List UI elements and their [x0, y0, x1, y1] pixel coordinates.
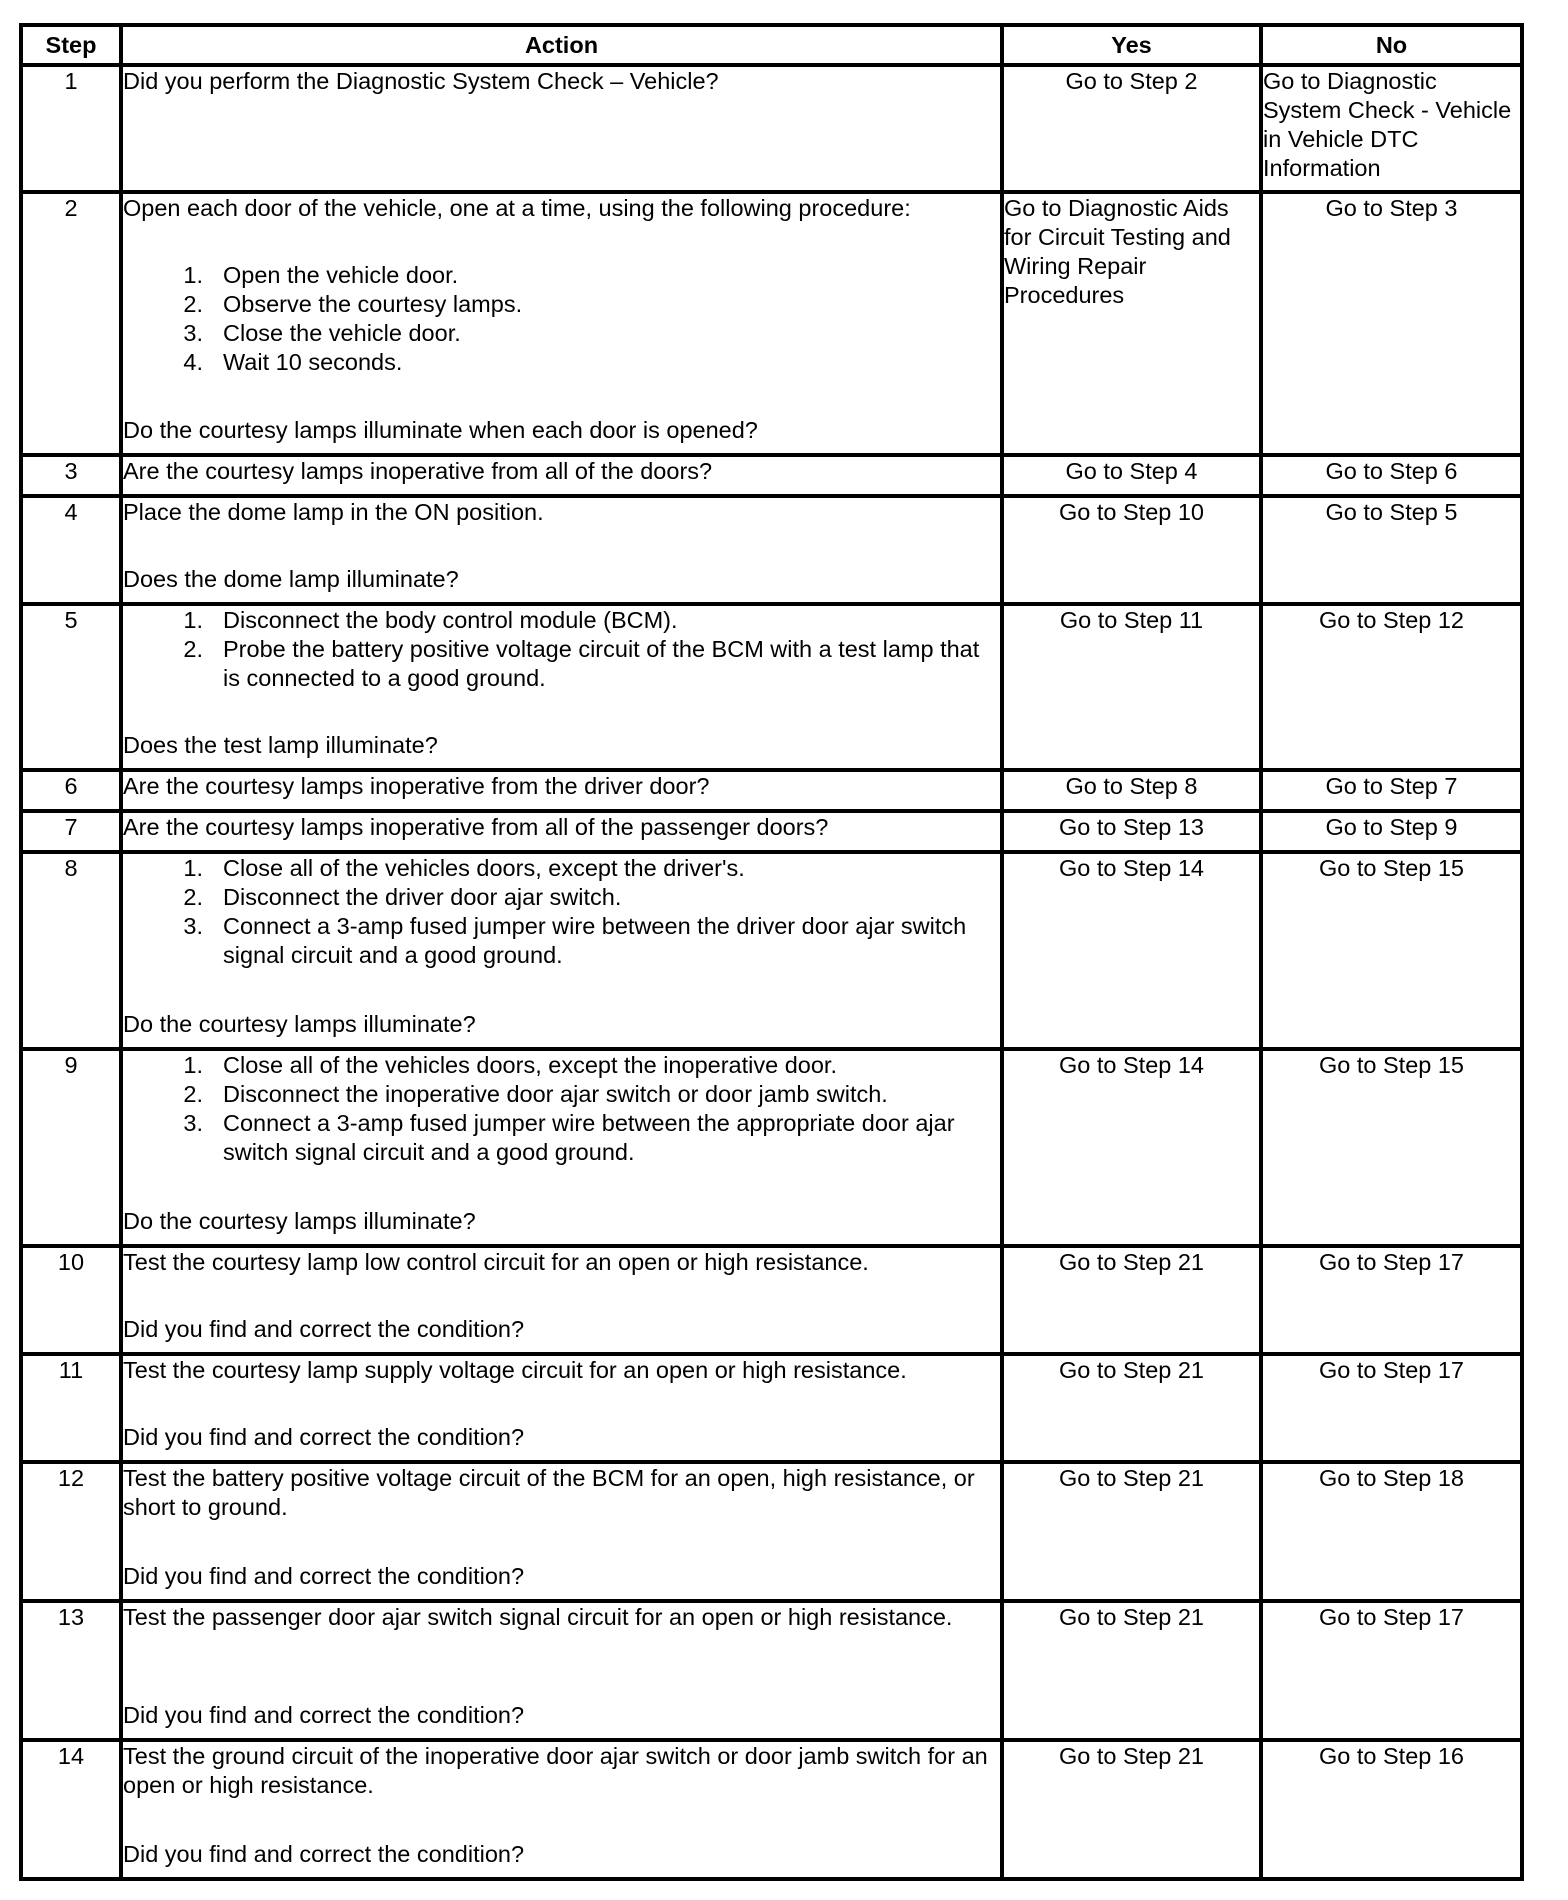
no-result: Go to Step 15 — [1261, 1049, 1522, 1246]
procedure-list — [123, 606, 1000, 693]
no-result: Go to Step 15 — [1261, 852, 1522, 1049]
no-result: Go to Step 6 — [1261, 455, 1522, 496]
list-item — [123, 290, 1000, 319]
action-cell — [121, 192, 1002, 455]
no-result: Go to Step 16 — [1261, 1740, 1522, 1879]
header-no: No — [1261, 25, 1522, 65]
yes-result: Go to Step 13 — [1002, 811, 1261, 852]
list-item — [123, 261, 1000, 290]
step-number: 7 — [21, 811, 121, 852]
yes-result: Go to Step 2 — [1002, 65, 1261, 192]
list-item — [123, 1051, 1000, 1080]
table-row — [21, 65, 1522, 192]
list-item — [123, 912, 1000, 970]
list-item — [123, 854, 1000, 883]
action-question: Do the courtesy lamps illuminate when each door is opened? — [123, 417, 758, 443]
list-item — [123, 883, 1000, 912]
list-item-text: Connect a 3-amp fused jumper wire between the appropriate door ajar switch signal circuit and a good ground. — [223, 1110, 955, 1165]
action-cell — [121, 852, 1002, 1049]
action-cell — [121, 496, 1002, 604]
yes-result: Go to Step 14 — [1002, 852, 1261, 1049]
list-item-number: 2. — [183, 884, 203, 910]
yes-result: Go to Step 21 — [1002, 1740, 1261, 1879]
list-item-number: 1. — [183, 855, 203, 881]
action-text: Are the courtesy lamps inoperative from the driver door? — [123, 773, 710, 799]
action-text: Open each door of the vehicle, one at a time, using the following procedure: — [123, 195, 911, 221]
table-row — [21, 1740, 1522, 1879]
procedure-list — [123, 261, 1000, 377]
list-item — [123, 1109, 1000, 1167]
yes-result: Go to Step 21 — [1002, 1246, 1261, 1354]
no-result: Go to Step 17 — [1261, 1354, 1522, 1462]
step-number: 9 — [21, 1049, 121, 1246]
action-question: Do the courtesy lamps illuminate? — [123, 1011, 476, 1037]
header-row — [21, 25, 1522, 65]
list-item-text: Observe the courtesy lamps. — [223, 291, 523, 317]
header-action: Action — [121, 25, 1002, 65]
list-item-text: Open the vehicle door. — [223, 262, 459, 288]
action-cell — [121, 1462, 1002, 1601]
list-item-text: Probe the battery positive voltage circuit of the BCM with a test lamp that is connected to a good ground. — [223, 636, 980, 691]
procedure-list — [123, 854, 1000, 970]
action-text: Test the ground circuit of the inoperative door ajar switch or door jamb switch for an open or high resistance. — [123, 1743, 988, 1798]
action-cell — [121, 604, 1002, 770]
diagnostic-table — [19, 23, 1524, 1881]
action-cell — [121, 1049, 1002, 1246]
action-text: Test the courtesy lamp supply voltage circuit for an open or high resistance. — [123, 1357, 907, 1383]
table-row — [21, 1049, 1522, 1246]
list-item-number: 3. — [183, 1110, 203, 1136]
table-row — [21, 770, 1522, 811]
list-item-text: Disconnect the inoperative door ajar switch or door jamb switch. — [223, 1081, 888, 1107]
list-item — [123, 319, 1000, 348]
list-item-number: 1. — [183, 1052, 203, 1078]
yes-result: Go to Step 10 — [1002, 496, 1261, 604]
action-text: Are the courtesy lamps inoperative from all of the passenger doors? — [123, 814, 829, 840]
yes-result: Go to Step 21 — [1002, 1354, 1261, 1462]
list-item-number: 3. — [183, 320, 203, 346]
yes-result: Go to Step 21 — [1002, 1462, 1261, 1601]
list-item-text: Close the vehicle door. — [223, 320, 461, 346]
no-result: Go to Diagnostic System Check - Vehicle in Vehicle DTC Information — [1261, 65, 1522, 192]
procedure-list — [123, 1051, 1000, 1167]
no-result: Go to Step 18 — [1261, 1462, 1522, 1601]
action-cell — [121, 770, 1002, 811]
list-item-text: Close all of the vehicles doors, except the inoperative door. — [223, 1052, 837, 1078]
no-result: Go to Step 17 — [1261, 1601, 1522, 1740]
step-number: 8 — [21, 852, 121, 1049]
action-question: Did you find and correct the condition? — [123, 1563, 525, 1589]
action-cell — [121, 1354, 1002, 1462]
action-text: Did you perform the Diagnostic System Check – Vehicle? — [123, 68, 719, 94]
action-question: Do the courtesy lamps illuminate? — [123, 1208, 476, 1234]
list-item-number: 2. — [183, 291, 203, 317]
action-text: Test the courtesy lamp low control circuit for an open or high resistance. — [123, 1249, 869, 1275]
table-row — [21, 1462, 1522, 1601]
step-number: 11 — [21, 1354, 121, 1462]
table-row — [21, 811, 1522, 852]
step-number: 2 — [21, 192, 121, 455]
yes-result: Go to Step 8 — [1002, 770, 1261, 811]
table-row — [21, 455, 1522, 496]
action-cell — [121, 1601, 1002, 1740]
step-number: 3 — [21, 455, 121, 496]
list-item-number: 3. — [183, 913, 203, 939]
action-text: Place the dome lamp in the ON position. — [123, 499, 544, 525]
table-row — [21, 496, 1522, 604]
action-text: Test the passenger door ajar switch signal circuit for an open or high resistance. — [123, 1604, 953, 1630]
action-cell — [121, 1246, 1002, 1354]
table-row — [21, 1354, 1522, 1462]
action-question: Did you find and correct the condition? — [123, 1702, 525, 1728]
action-cell — [121, 455, 1002, 496]
no-result: Go to Step 9 — [1261, 811, 1522, 852]
list-item-number: 2. — [183, 636, 203, 662]
step-number: 5 — [21, 604, 121, 770]
action-cell — [121, 1740, 1002, 1879]
step-number: 6 — [21, 770, 121, 811]
table-row — [21, 852, 1522, 1049]
list-item-text: Disconnect the driver door ajar switch. — [223, 884, 622, 910]
yes-result: Go to Step 14 — [1002, 1049, 1261, 1246]
step-number: 1 — [21, 65, 121, 192]
table-row — [21, 1246, 1522, 1354]
no-result: Go to Step 5 — [1261, 496, 1522, 604]
action-text: Test the battery positive voltage circuit of the BCM for an open, high resistance, or short to ground. — [123, 1465, 975, 1520]
list-item-number: 1. — [183, 607, 203, 633]
list-item-number: 2. — [183, 1081, 203, 1107]
yes-result: Go to Step 11 — [1002, 604, 1261, 770]
list-item — [123, 606, 1000, 635]
action-question: Did you find and correct the condition? — [123, 1841, 525, 1867]
list-item-number: 4. — [183, 349, 203, 375]
header-yes: Yes — [1002, 25, 1261, 65]
list-item-text: Disconnect the body control module (BCM). — [223, 607, 678, 633]
list-item-text: Connect a 3-amp fused jumper wire between the driver door ajar switch signal circuit and a good ground. — [223, 913, 967, 968]
list-item — [123, 635, 1000, 693]
action-question: Does the dome lamp illuminate? — [123, 566, 459, 592]
table-row — [21, 1601, 1522, 1740]
no-result: Go to Step 3 — [1261, 192, 1522, 455]
step-number: 4 — [21, 496, 121, 604]
action-question: Does the test lamp illuminate? — [123, 732, 438, 758]
table-row — [21, 604, 1522, 770]
action-question: Did you find and correct the condition? — [123, 1316, 525, 1342]
yes-result: Go to Step 4 — [1002, 455, 1261, 496]
list-item-number: 1. — [183, 262, 203, 288]
yes-result: Go to Diagnostic Aids for Circuit Testing and Wiring Repair Procedures — [1002, 192, 1261, 455]
step-number: 13 — [21, 1601, 121, 1740]
step-number: 14 — [21, 1740, 121, 1879]
no-result: Go to Step 7 — [1261, 770, 1522, 811]
list-item-text: Wait 10 seconds. — [223, 349, 403, 375]
yes-result: Go to Step 21 — [1002, 1601, 1261, 1740]
header-step: Step — [21, 25, 121, 65]
step-number: 12 — [21, 1462, 121, 1601]
list-item — [123, 1080, 1000, 1109]
list-item-text: Close all of the vehicles doors, except the driver's. — [223, 855, 745, 881]
table-row — [21, 192, 1522, 455]
action-text: Are the courtesy lamps inoperative from all of the doors? — [123, 458, 713, 484]
no-result: Go to Step 12 — [1261, 604, 1522, 770]
list-item — [123, 348, 1000, 377]
action-cell — [121, 811, 1002, 852]
action-question: Did you find and correct the condition? — [123, 1424, 525, 1450]
table-body — [21, 65, 1522, 1879]
step-number: 10 — [21, 1246, 121, 1354]
action-cell — [121, 65, 1002, 192]
no-result: Go to Step 17 — [1261, 1246, 1522, 1354]
